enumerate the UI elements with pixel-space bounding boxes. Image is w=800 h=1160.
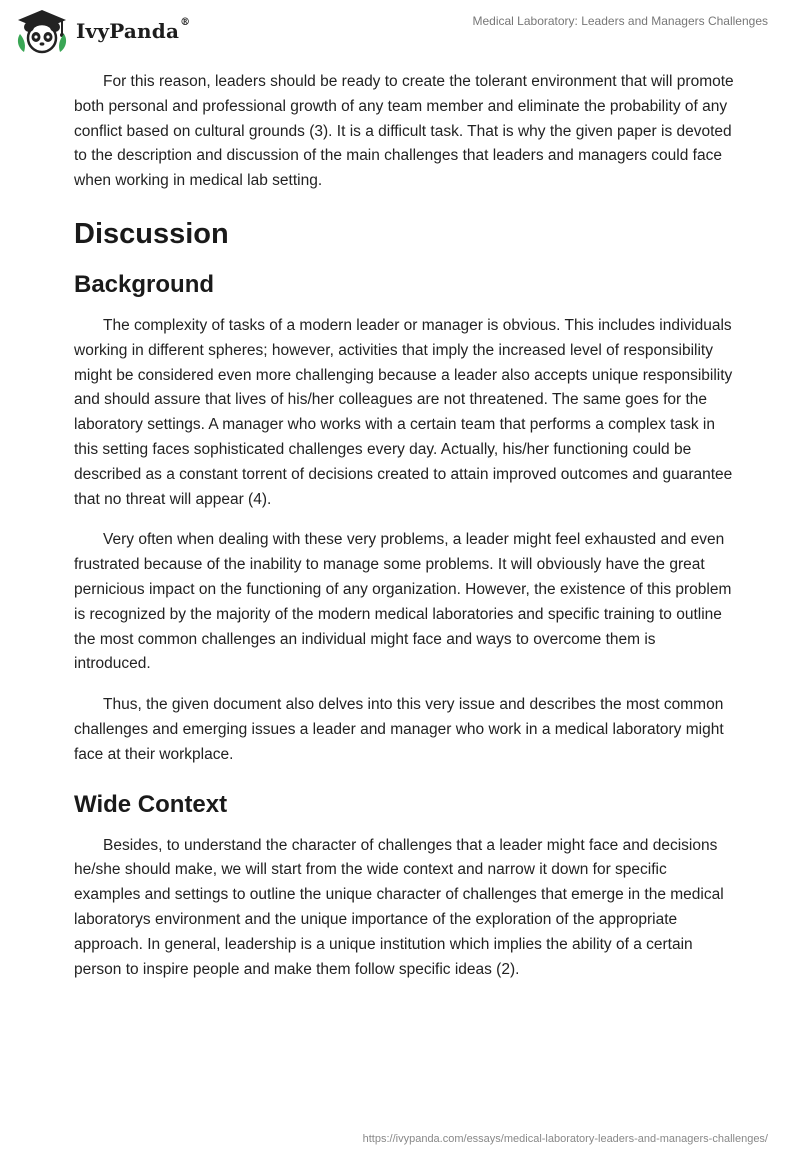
essay-content [74, 70, 734, 998]
subsection-heading-background: Background [74, 270, 215, 298]
background-paragraph: Very often when dealing with these very problems, a leader might feel exhausted and even frustrated because of the inability to manage some problems. It will obviously have the great pernicious impact on the functioning of any organization. However, the existence of this problem is recognized by the majority of the modern medical laboratories and specific training to outline the most common challenges an individual might face and ways to overcome them is introduced. [74, 531, 732, 673]
page-header [0, 0, 800, 60]
source-url[interactable]: https://ivypanda.com/essays/medical-laboratory-leaders-and-managers-challenges/ [362, 1133, 768, 1145]
subsection-heading-wide-context: Wide Context [74, 790, 228, 818]
section-heading-discussion: Discussion [74, 217, 229, 250]
brand-name: IvyPanda® [76, 17, 191, 43]
background-paragraph: The complexity of tasks of a modern leader or manager is obvious. This includes individuals working in different spheres; however, activities that imply the increased level of responsibility might be considered even more challenging because a leader also accepts unique responsibility and should assure that lives of his/her colleagues are not threatened. The same goes for the laboratory settings. A manager who works with a certain team that performs a complex task in this setting faces sophisticated challenges every day. Actually, his/her functioning could be described as a constant torrent of decisions created to attain improved outcomes and guarantee that no threat will appear (4). [74, 316, 733, 508]
document-title: Medical Laboratory: Leaders and Managers Challenges [472, 14, 768, 28]
intro-paragraph: For this reason, leaders should be ready to create the tolerant environment that will promote both personal and professional growth of any team member and eliminate the probability of any conflict based on cultural grounds (3). It is a difficult task. That is why the given paper is devoted to the description and discussion of the main challenges that leaders and managers could face when working in medical lab setting. [74, 73, 734, 190]
background-paragraph: Thus, the given document also delves into this very issue and describes the most common challenges and emerging issues a leader and manager who work in a medical laboratory might face at their workplace. [74, 696, 724, 763]
ivypanda-logo[interactable] [14, 8, 190, 54]
wide-context-paragraph: Besides, to understand the character of challenges that a leader might face and decisions he/she should make, we will start from the wide context and narrow it down for specific examples and settings to outline the unique character of challenges that emerge in the medical laboratorys environment and the unique importance of the exploration of the appropriate approach. In general, leadership is a unique institution which implies the ability of a certain person to inspire people and make them follow specific ideas (2). [74, 836, 724, 978]
panda-graduate-icon [14, 8, 70, 54]
